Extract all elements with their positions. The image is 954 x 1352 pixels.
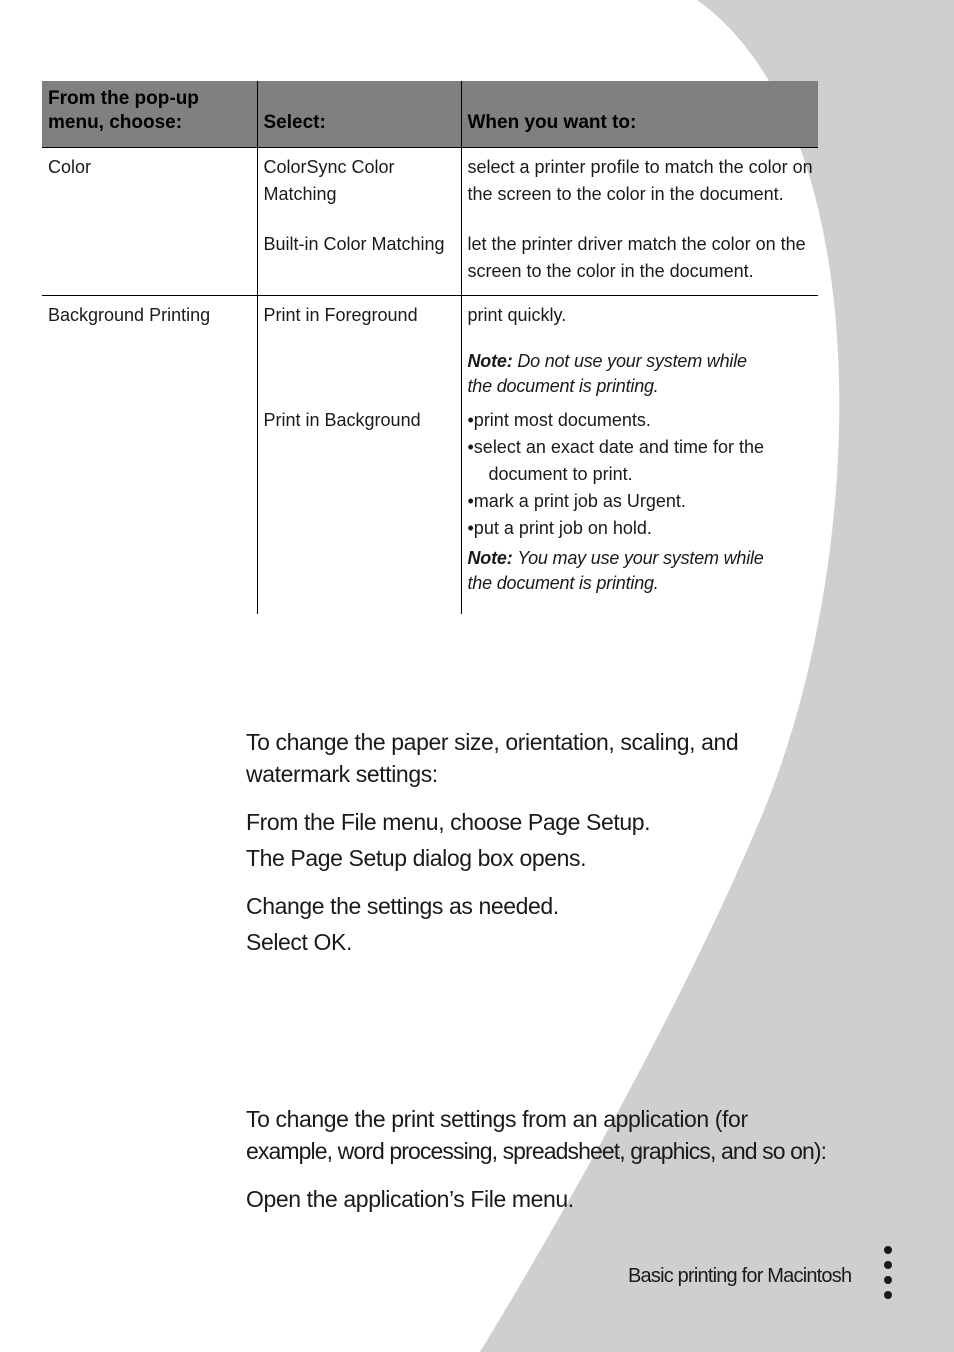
cell-want-background bbox=[461, 296, 818, 614]
section1-step3: Select OK. bbox=[246, 929, 352, 955]
cell-menu-color bbox=[42, 148, 257, 296]
note-foreground-text2: the document is printing. bbox=[467, 376, 659, 396]
footer-section-title: Basic printing for Macintosh bbox=[628, 1265, 852, 1287]
bullet-select-date: •select an exact date and time for the bbox=[467, 437, 764, 457]
want-builtin-line2: screen to the color in the document. bbox=[467, 261, 754, 281]
section2-step1: Open the application’s File menu. bbox=[246, 1186, 574, 1212]
table-row-background-printing bbox=[42, 296, 818, 614]
want-colorsync-line1: select a printer profile to match the color on bbox=[467, 157, 813, 177]
section1-step2: Change the settings as needed. bbox=[246, 893, 559, 919]
select-print-background: Print in Background bbox=[263, 410, 421, 430]
note-background-line2 bbox=[468, 571, 813, 596]
cell-menu-background bbox=[42, 296, 257, 614]
bullet-put-on-hold: •put a print job on hold. bbox=[467, 518, 652, 538]
bullet-mark-urgent: •mark a print job as Urgent. bbox=[467, 491, 686, 511]
note-foreground-line2 bbox=[468, 374, 813, 399]
dot bbox=[884, 1246, 892, 1254]
dot bbox=[884, 1276, 892, 1284]
page-dots-decoration bbox=[881, 1246, 895, 1306]
section1-step1: From the File menu, choose Page Setup. bbox=[246, 809, 651, 835]
select-print-foreground: Print in Foreground bbox=[263, 305, 418, 325]
note-label: Note: bbox=[467, 548, 513, 568]
table-header-row bbox=[42, 81, 818, 148]
want-print-quickly: print quickly. bbox=[467, 305, 567, 325]
want-colorsync-line2: the screen to the color in the document. bbox=[467, 184, 784, 204]
note-foreground-text1: Do not use your system while bbox=[517, 351, 747, 371]
note-background-line1 bbox=[468, 546, 813, 571]
header-popup-menu: From the pop-up menu, choose: bbox=[42, 81, 257, 148]
note-label: Note: bbox=[467, 351, 513, 371]
cell-want-color bbox=[461, 148, 818, 296]
section1-step1-result: The Page Setup dialog box opens. bbox=[246, 845, 587, 871]
header-select: Select: bbox=[257, 81, 461, 148]
dot bbox=[884, 1261, 892, 1269]
section1-intro-line1: To change the paper size, orientation, scaling, and bbox=[246, 729, 739, 755]
section2-intro bbox=[246, 1103, 826, 1167]
cell-select-background bbox=[257, 296, 461, 614]
section2-intro-line1: To change the print settings from an application (for bbox=[246, 1106, 748, 1132]
bullet-select-date-cont: document to print. bbox=[488, 464, 633, 484]
dot bbox=[884, 1291, 892, 1299]
options-table bbox=[42, 81, 818, 614]
want-builtin-line1: let the printer driver match the color on the bbox=[467, 234, 806, 254]
note-background-text1: You may use your system while bbox=[517, 548, 764, 568]
section1-intro-line2: watermark settings: bbox=[246, 761, 438, 787]
bullet-print-most: •print most documents. bbox=[467, 410, 651, 430]
select-builtin-color: Built-in Color Matching bbox=[263, 234, 445, 254]
header-when-you-want: When you want to: bbox=[461, 81, 818, 148]
select-colorsync-line2: Matching bbox=[263, 184, 337, 204]
table-row-color bbox=[42, 148, 818, 296]
note-foreground-line1 bbox=[468, 349, 813, 374]
note-background-text2: the document is printing. bbox=[467, 573, 659, 593]
section2-intro-line2: example, word processing, spreadsheet, graphics, and so on): bbox=[246, 1138, 827, 1164]
cell-select-color bbox=[257, 148, 461, 296]
menu-background-printing: Background Printing bbox=[48, 305, 211, 325]
menu-color: Color bbox=[48, 157, 92, 177]
section1-intro bbox=[246, 726, 738, 790]
select-colorsync-line1: ColorSync Color bbox=[263, 157, 395, 177]
